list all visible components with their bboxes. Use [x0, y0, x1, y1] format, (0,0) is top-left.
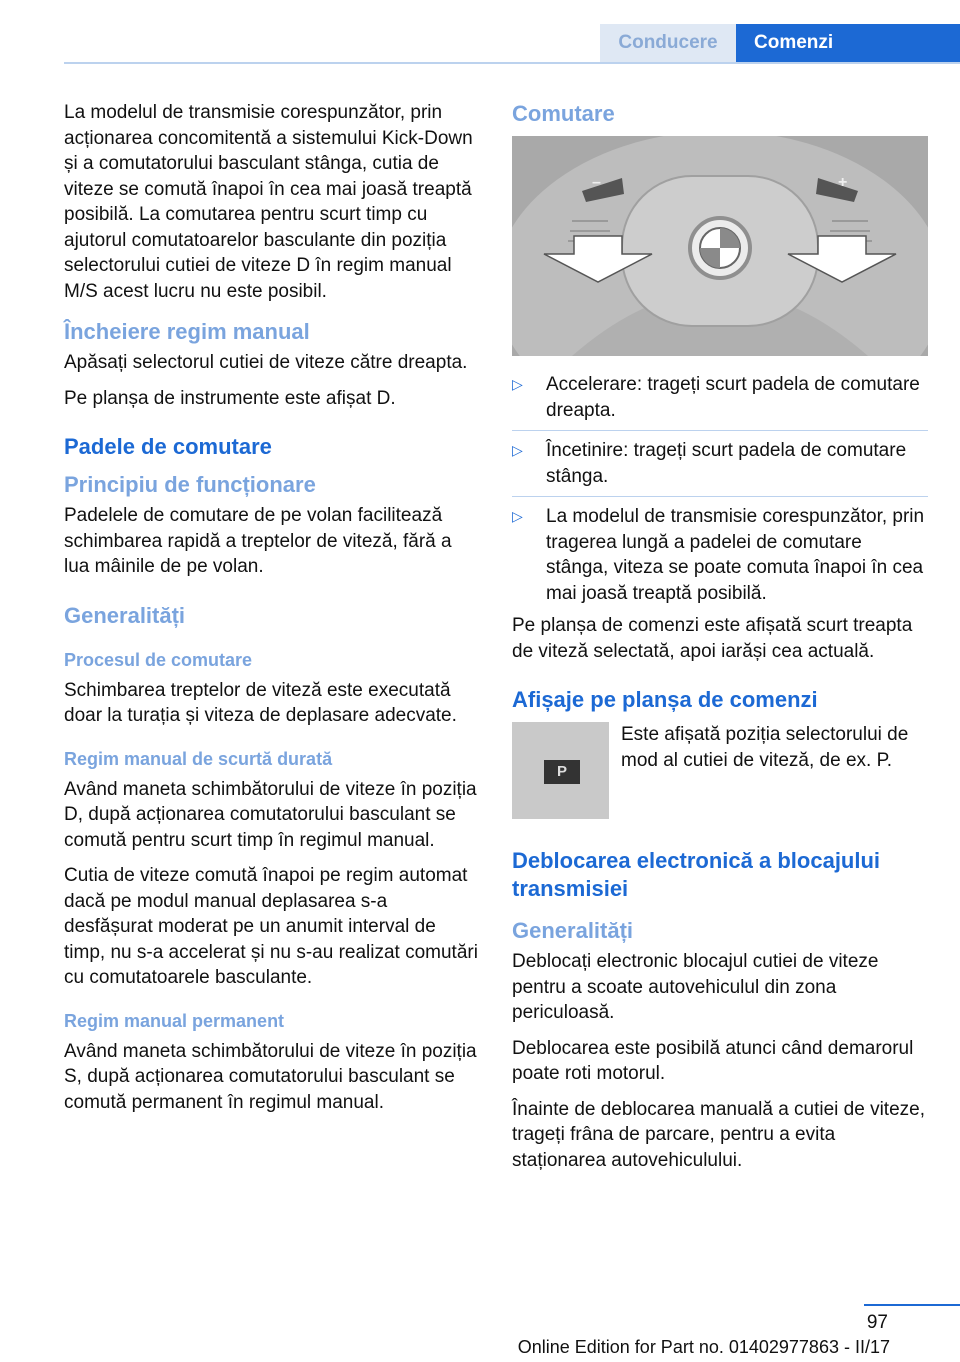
- short-manual-text-2: Cutia de viteze comută înapoi pe regim automat dacă pe modul manual deplasarea s-a desfășurat moderat pe un anumit interval de timp, nu s-a accelerat și nu s-au realizat comutări cu comutatoarele basculante.: [64, 865, 478, 988]
- principle-text: Padelele de comutare de pe volan facilitează schimbarea rapidă a treptelor de viteză, fără a lua mâinile de pe volan.: [64, 505, 452, 577]
- process-heading: Procesul de comutare: [64, 649, 253, 670]
- unlock-general-heading: Generalități: [512, 918, 634, 943]
- shift-heading: Comutare: [512, 101, 615, 126]
- triangle-right-icon: ▷: [512, 442, 523, 458]
- gear-display-image: [512, 722, 609, 819]
- edition-text: Online Edition for Part no. 01402977863 - II/17: [517, 1337, 890, 1357]
- paddle-left-sign: –: [592, 174, 601, 191]
- intro-paragraph: La modelul de transmisie corespunzător, prin acționarea concomitentă a sistemului Kick-Down și a comutatorului basculant stânga, cutia de viteze se comută înapoi în cea mai joasă treaptă posibilă. La comutarea pentru scurt timp cu ajutorul comutatoarelor basculante din poziția selectorului cutiei de viteze D în regim manual M/S acest lucru nu este posibil.: [64, 102, 473, 302]
- process-text: Schimbarea treptelor de viteză este executată doar la turația și viteza de deplasare adecvate.: [64, 679, 457, 726]
- after-list-text: Pe planșa de comenzi este afișată scurt treapta de viteză selectată, apoi iarăși cea actuală.: [512, 615, 913, 662]
- end-manual-text-1: Apăsați selectorul cutiei de viteze către dreapta.: [64, 352, 468, 373]
- unlock-text-2: Deblocarea este posibilă atunci când demarorul poate roti motorul.: [512, 1037, 914, 1084]
- paddles-heading: Padele de comutare: [64, 434, 272, 459]
- end-manual-text-2: Pe planșa de instrumente este afișat D.: [64, 387, 396, 409]
- header-section-tab[interactable]: Conducere: [600, 24, 736, 62]
- unlock-text-1: Deblocați electronic blocajul cutiei de viteze pentru a scoate autovehiculul din zona periculoasă.: [512, 951, 879, 1023]
- list-item: ▷ Încetinire: trageți scurt padela de comutare stânga.: [512, 440, 907, 487]
- gear-display-letter: P: [556, 763, 567, 780]
- list-divider: [512, 430, 928, 431]
- header-tabs: [600, 24, 960, 62]
- end-manual-heading: Încheiere regim manual: [64, 319, 310, 344]
- permanent-manual-heading: Regim manual permanent: [64, 1010, 285, 1031]
- header-rule: [64, 62, 960, 64]
- left-column: [64, 100, 480, 1125]
- right-column: [512, 100, 928, 1183]
- display-description: Este afișată poziția selectorului de mod al cutiei de viteză, de ex. P.: [621, 724, 909, 771]
- list-item: ▷ Accelerare: trageți scurt padela de comutare dreapta.: [512, 374, 920, 421]
- page-number: 97: [866, 1312, 888, 1333]
- steering-wheel-figure: [512, 136, 928, 356]
- permanent-manual-text: Având maneta schimbătorului de viteze în poziția S, după acționarea comutatorului basculant se comută permanent în regimul manual.: [64, 1040, 477, 1113]
- steering-wheel-illustration: [512, 136, 928, 356]
- unlock-text-3: Înainte de deblocarea manuală a cutiei de viteze, trageți frâna de parcare, pentru a evita staționarea autovehiculului.: [512, 1098, 925, 1171]
- triangle-right-icon: ▷: [512, 508, 523, 524]
- triangle-right-icon: ▷: [512, 376, 523, 392]
- display-row: [512, 722, 928, 819]
- short-manual-text-1: Având maneta schimbătorului de viteze în poziția D, după acționarea comutatorului basculant se comută pentru scurt timp în regimul manual.: [64, 778, 477, 851]
- general-heading: Generalități: [64, 602, 186, 628]
- unlock-heading: Deblocarea electronică a blocajului transmisiei: [512, 848, 881, 901]
- shift-bullet-list: [512, 372, 928, 606]
- displays-heading: Afișaje pe planșa de comenzi: [512, 687, 818, 712]
- short-manual-heading: Regim manual de scurtă durată: [64, 748, 333, 769]
- principle-heading: Principiu de funcționare: [64, 472, 316, 497]
- page-number-rule: [864, 1304, 960, 1306]
- list-item: ▷ La modelul de transmisie corespunzător, prin tragerea lungă a padelei de comutare stânga, viteza se poate comuta înapoi în cea mai joasă treaptă posibilă.: [512, 506, 925, 604]
- list-divider: [512, 496, 928, 497]
- header-chapter-tab[interactable]: Comenzi: [736, 24, 960, 62]
- paddle-right-sign: +: [838, 174, 848, 191]
- gear-display-box: [544, 760, 580, 784]
